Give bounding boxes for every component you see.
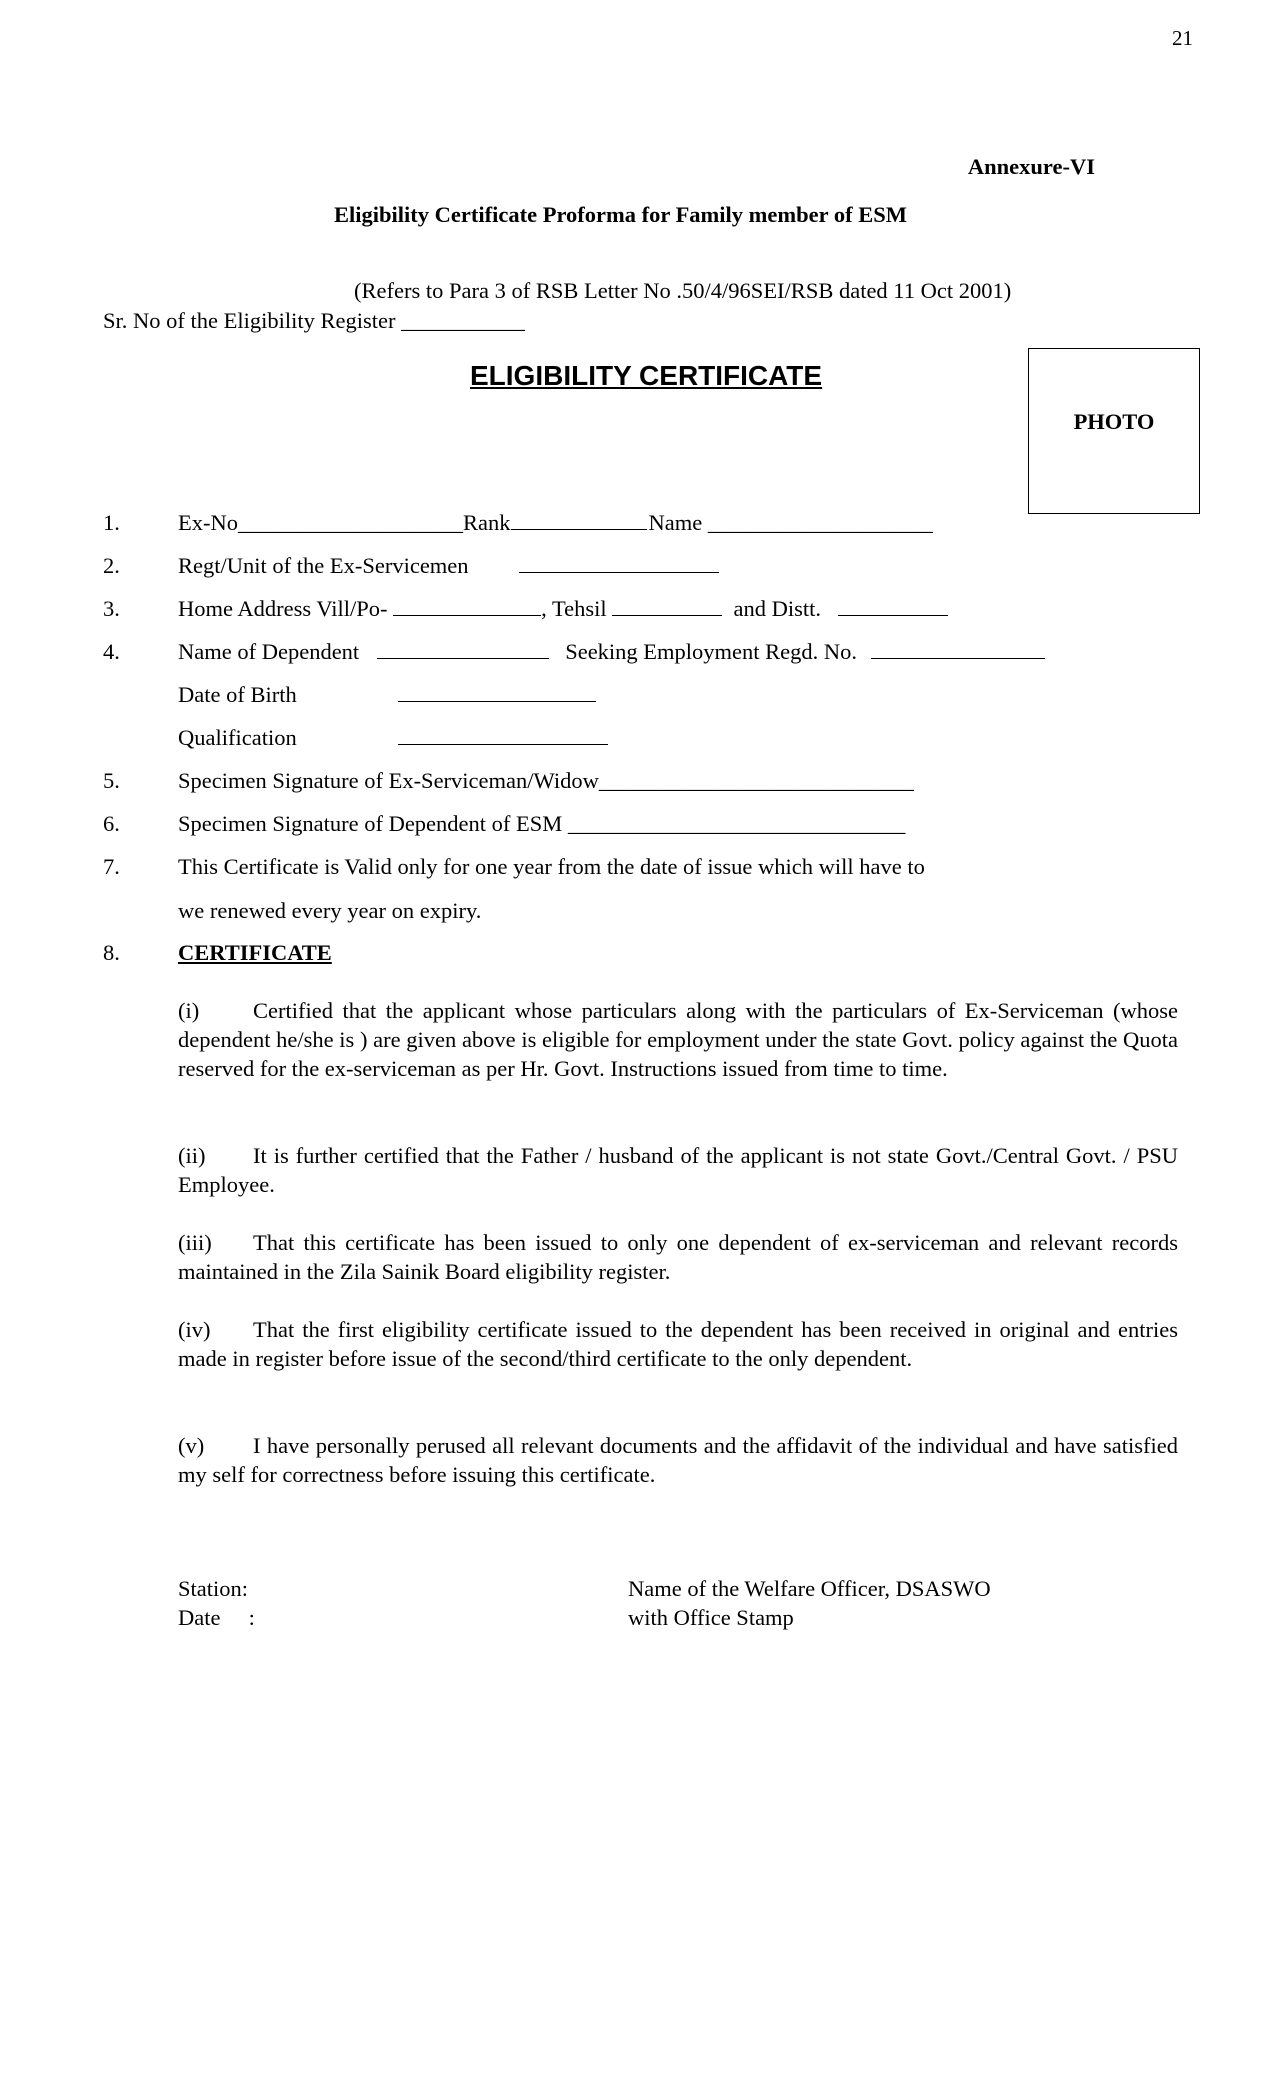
item-number-6: 6. [103, 811, 120, 836]
item-home-address [178, 596, 948, 622]
item-exno-rank-name [178, 510, 933, 536]
certificate-heading: CERTIFICATE [178, 940, 332, 965]
item-number-1: 1. [103, 510, 120, 535]
clause-iii-number: (iii) [178, 1230, 212, 1255]
name-dependent-label: Name of Dependent [178, 639, 360, 664]
item-number-5: 5. [103, 768, 120, 793]
clause-ii [178, 1141, 1178, 1199]
page-number: 21 [1172, 26, 1193, 50]
regt-unit-label: Regt/Unit of the Ex-Servicemen [178, 553, 469, 578]
reference-line: (Refers to Para 3 of RSB Letter No .50/4/96SEI/RSB dated 11 Oct 2001) [354, 278, 1012, 303]
clause-ii-number: (ii) [178, 1143, 206, 1168]
clause-ii-text: It is further certified that the Father / husband of the applicant is not state Govt./Central Govt. / PSU Employee. [178, 1143, 1178, 1197]
item-number-2: 2. [103, 553, 120, 578]
specimen-signature-dependent[interactable]: Specimen Signature of Dependent of ESM ______________________________ [178, 811, 906, 836]
clause-iv-text: That the first eligibility certificate issued to the dependent has been received in original and entries made in register before issue of the second/third certificate to the only dependent. [178, 1317, 1178, 1371]
rank-field[interactable] [511, 511, 647, 530]
item-number-7: 7. [103, 854, 120, 879]
clause-i-text: Certified that the applicant whose particulars along with the particulars of Ex-Serviceman (whose dependent he/she is ) are given above is eligible for employment under the state Govt. policy against the Quota reserved for the ex-serviceman as per Hr. Govt. Instructions issued from time to time. [178, 998, 1178, 1081]
proforma-title: Eligibility Certificate Proforma for Family member of ESM [334, 202, 907, 227]
clause-iii-text: That this certificate has been issued to only one dependent of ex-serviceman and relevant records maintained in the Zila Sainik Board eligibility register. [178, 1230, 1178, 1284]
date-label: Date : [178, 1605, 255, 1630]
exno-field[interactable]: Ex-No____________________ [178, 510, 463, 535]
certificate-title: ELIGIBILITY CERTIFICATE [470, 360, 823, 391]
qualification-field[interactable] [398, 726, 608, 745]
item-number-3: 3. [103, 596, 120, 621]
clause-iii [178, 1228, 1178, 1286]
seeking-regd-field[interactable] [871, 640, 1045, 659]
clause-i-number: (i) [178, 998, 200, 1023]
clause-i [178, 996, 1178, 1083]
clause-v [178, 1431, 1178, 1489]
distt-label: and Distt. [733, 596, 822, 621]
vill-po-field[interactable] [393, 597, 541, 616]
office-stamp-label: with Office Stamp [628, 1605, 794, 1630]
home-address-label: Home Address Vill/Po- [178, 596, 388, 621]
item-dob [178, 682, 596, 708]
clause-v-text: I have personally perused all relevant documents and the affidavit of the individual and have satisfied my self for correctness before issuing this certificate. [178, 1433, 1178, 1487]
dob-field[interactable] [398, 683, 596, 702]
name-field[interactable]: Name ____________________ [648, 510, 933, 535]
tehsil-field[interactable] [612, 597, 722, 616]
item-qualification [178, 725, 608, 751]
item-number-8: 8. [103, 940, 120, 965]
rank-label: Rank [463, 510, 511, 535]
seeking-regd-label: Seeking Employment Regd. No. [565, 639, 858, 664]
clause-iv-number: (iv) [178, 1317, 211, 1342]
qualification-label: Qualification [178, 725, 297, 750]
dob-label: Date of Birth [178, 682, 297, 707]
validity-line-2: we renewed every year on expiry. [178, 898, 482, 923]
tehsil-label: , Tehsil [541, 596, 607, 621]
item-number-4: 4. [103, 639, 120, 664]
station-label: Station: [178, 1576, 249, 1601]
welfare-officer-name: Name of the Welfare Officer, DSASWO [628, 1576, 991, 1601]
clause-iv [178, 1315, 1178, 1373]
photo-label: PHOTO [1073, 409, 1155, 434]
distt-field[interactable] [838, 597, 948, 616]
photo-box [1028, 348, 1200, 514]
item-dependent [178, 639, 1045, 665]
regt-unit-field[interactable] [519, 554, 719, 573]
register-serial-number: Sr. No of the Eligibility Register ___________ [103, 308, 525, 333]
clause-v-number: (v) [178, 1433, 205, 1458]
name-dependent-field[interactable] [377, 640, 549, 659]
validity-line-1: This Certificate is Valid only for one year from the date of issue which will have to [178, 854, 925, 879]
item-regt-unit [178, 553, 719, 579]
annexure-label: Annexure-VI [967, 154, 1095, 179]
specimen-signature-esm[interactable]: Specimen Signature of Ex-Serviceman/Widow____________________________ [178, 768, 914, 793]
